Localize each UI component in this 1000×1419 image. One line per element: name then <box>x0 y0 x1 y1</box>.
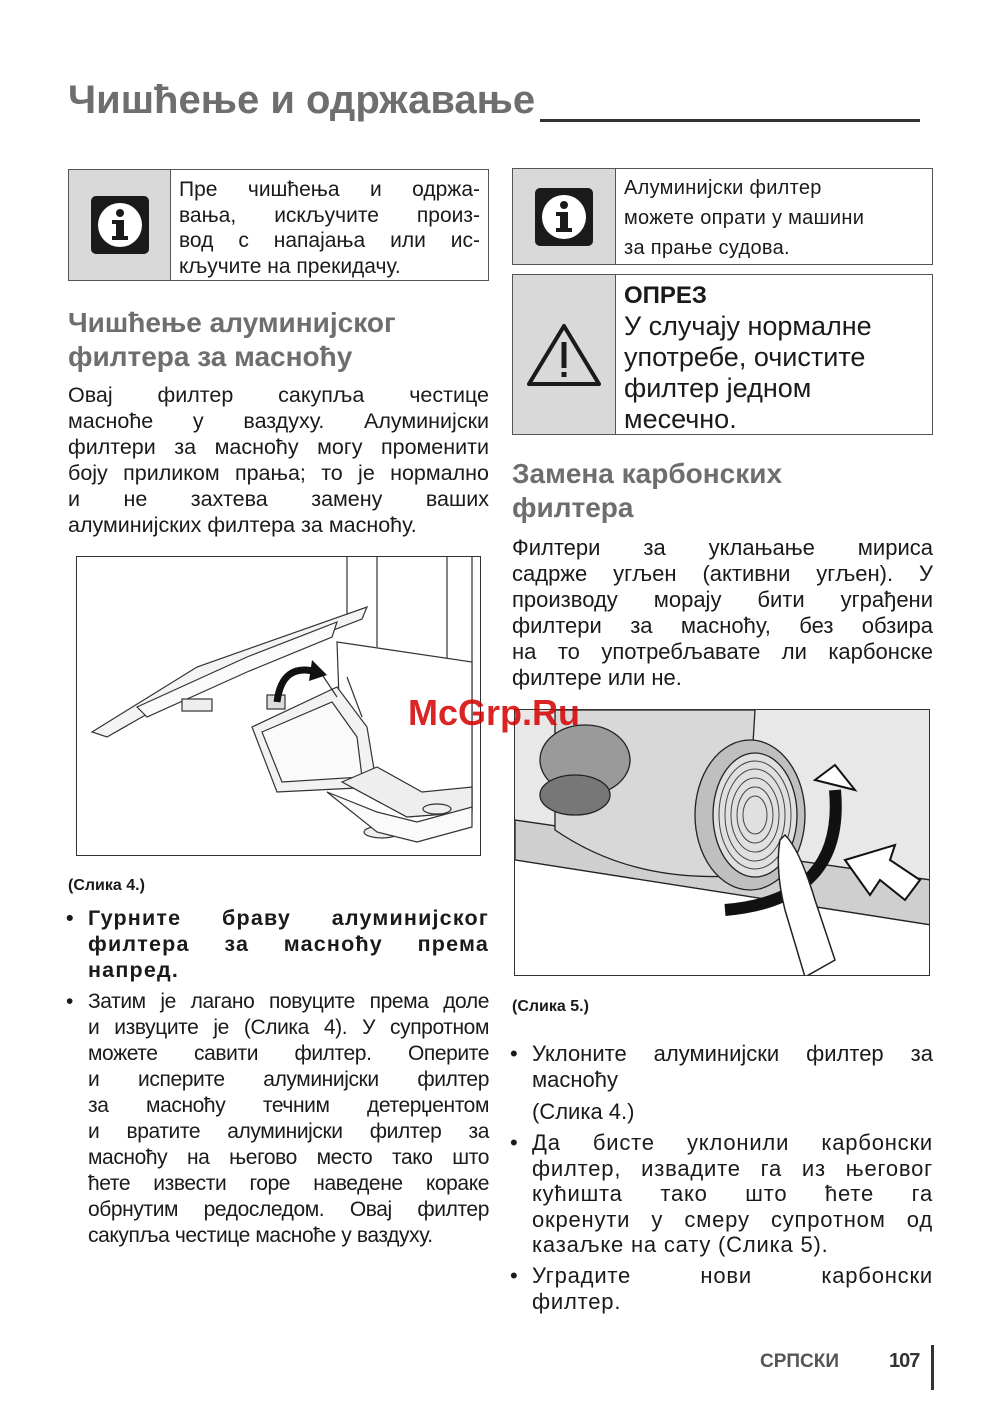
section-heading-carbon: Замена карбонских филтера <box>512 458 783 523</box>
intro-paragraph-carbon: Филтери за уклањање мириса садрже угљен (активни угљен). У производу морају бити уграђени филтери за масноћу, без обзира на то употребљавате ли карбонске филтере или не. <box>512 535 933 690</box>
warning-icon <box>526 322 602 388</box>
info-icon <box>89 194 151 256</box>
right-bullet-2: • Да бисте уклонили карбонски филтер, извадите га из његовог кућишта тако што ћете га окренути у смеру супротном од казаљке на сату (Слика 5). <box>510 1130 933 1257</box>
page-number: 107 <box>889 1350 920 1372</box>
info-line: можете опрати у машини <box>624 207 865 229</box>
footer-divider <box>931 1345 934 1390</box>
bullet-symbol: • <box>510 1130 519 1155</box>
left-bullet-2: • Затим је лагано повуците према доле и извуците је (Слика 4). У супротном можете савити филтер. Оперите и исперите алуминијски филтер за масноћу течним детерџентом и вратите алуминијски филтер за масноћу на његово место тако што ћете извести горе наведене кораке обрнутим редоследом. Овај филтер сакупља честице масноће у ваздуху. <box>66 990 489 1247</box>
info-line: за прање судова. <box>624 237 790 259</box>
watermark: McGrp.Ru <box>408 692 581 733</box>
bullet-symbol: • <box>510 1263 519 1288</box>
info-line: Алуминијски филтер <box>624 177 822 199</box>
info-icon-cell <box>513 169 616 264</box>
caution-line: употребе, очистите <box>624 342 866 372</box>
info-icon <box>533 186 595 248</box>
figure-5-caption: (Слика 5.) <box>512 998 589 1015</box>
section-heading-aluminium: Чишћење алуминијског филтера за масноћу <box>68 307 396 372</box>
caution-line: месечно. <box>624 404 737 434</box>
figure-5-carbon-filter-drawing <box>514 709 930 976</box>
info-box-left <box>68 169 489 281</box>
right-bullet-3: • Уградите нови карбонски филтер. <box>510 1263 933 1314</box>
info-box-right <box>512 168 933 265</box>
page-title: Чишћење и одржавање <box>68 78 536 122</box>
warning-icon-cell <box>513 275 616 434</box>
left-bullet-1: • Гурните браву алуминијског филтера за масноћу према напред. <box>66 906 489 982</box>
intro-paragraph-aluminium: Овај филтер сакупља честице масноће у ваздуху. Алуминијски филтери за масноћу могу променити боју приликом прања; то је нормално и не захтева замену ваших алуминијских филтера за масноћу. <box>68 383 489 537</box>
carbon-filter-illustration <box>515 710 930 976</box>
info-line: вод с напајања или ис- <box>179 229 480 252</box>
title-underline <box>540 119 920 122</box>
caution-line: филтер једном <box>624 373 812 403</box>
info-line: Пре чишћења и одржа- <box>179 178 480 201</box>
figure-4-caption: (Слика 4.) <box>68 877 145 894</box>
caution-line: У случају нормалне <box>624 311 872 341</box>
info-icon-cell <box>69 170 171 280</box>
bullet-symbol: • <box>510 1041 518 1066</box>
right-bullet-1: • Уклоните алуминијски филтер за масноћу (Слика 4.) <box>510 1041 933 1124</box>
bullet-symbol: • <box>66 906 75 930</box>
info-line: вања, искључите произ- <box>179 203 480 227</box>
caution-heading: ОПРЕЗ <box>624 282 707 309</box>
footer-language: СРПСКИ <box>760 1351 840 1372</box>
caution-box <box>512 274 933 435</box>
bullet-symbol: • <box>66 990 73 1013</box>
info-line: кључите на прекидачу. <box>179 254 401 278</box>
